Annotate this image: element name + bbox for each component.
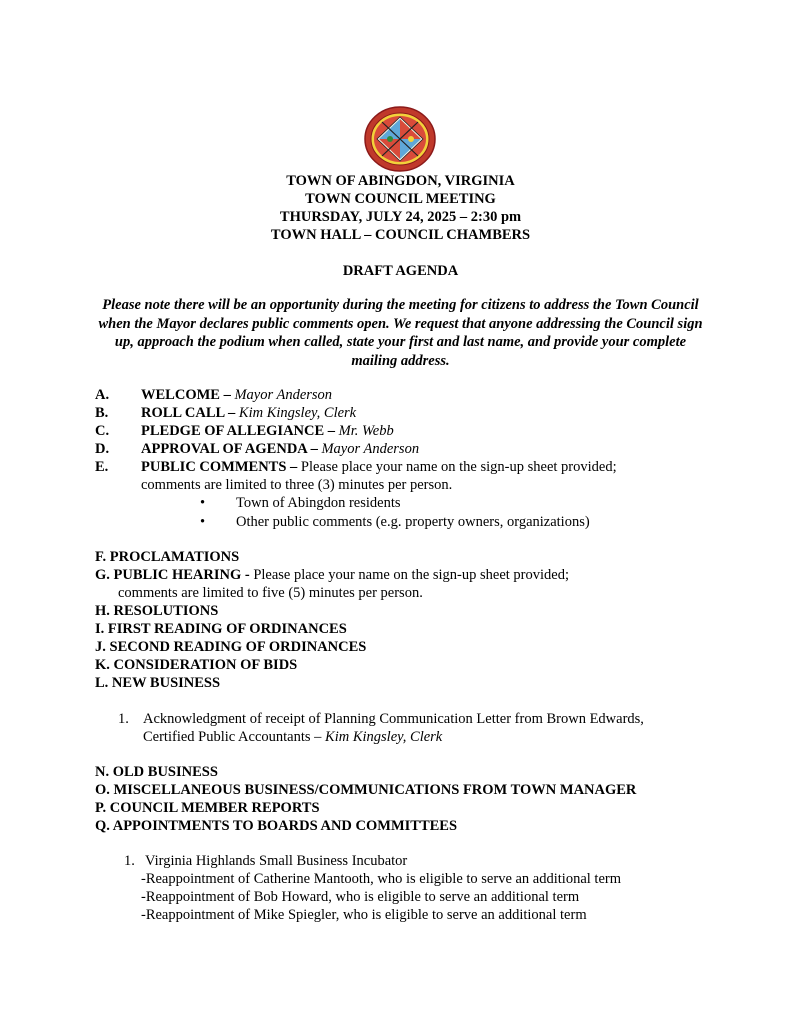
- appointment-item-number: 1.: [124, 853, 135, 869]
- reappointment-line: -Reappointment of Catherine Mantooth, who is eligible to serve an additional term: [141, 871, 621, 887]
- new-business-item-number: 1.: [118, 711, 129, 727]
- item-text: Please place your name on the sign-up sheet provided;: [300, 459, 617, 475]
- item-letter: E.: [95, 459, 109, 475]
- town-seal-logo: [357, 106, 443, 172]
- reappointment-line: -Reappointment of Bob Howard, who is eligible to serve an additional term: [141, 889, 580, 905]
- item-letter: A.: [95, 387, 110, 403]
- item-title: ROLL CALL –: [141, 405, 239, 421]
- section-text: Please place your name on the sign-up sheet provided;: [253, 567, 569, 583]
- item-body: [141, 458, 617, 476]
- public-comments-limit: comments are limited to three (3) minutes per person.: [141, 477, 453, 493]
- section-misc-business: O. MISCELLANEOUS BUSINESS/COMMUNICATIONS FROM TOWN MANAGER: [95, 782, 637, 798]
- section-public-hearing: [95, 566, 569, 584]
- item-letter: C.: [95, 423, 110, 439]
- new-business-item-text: Acknowledgment of receipt of Planning Communication Letter from Brown Edwards,: [143, 711, 644, 727]
- section-appointments: Q. APPOINTMENTS TO BOARDS AND COMMITTEES: [95, 818, 458, 834]
- public-hearing-limit: comments are limited to five (5) minutes per person.: [118, 585, 423, 601]
- bullet-text: Town of Abingdon residents: [236, 495, 401, 511]
- item-title: PUBLIC COMMENTS –: [141, 459, 301, 475]
- reappointment-line: -Reappointment of Mike Spiegler, who is eligible to serve an additional term: [141, 907, 587, 923]
- section-new-business: L. NEW BUSINESS: [95, 675, 221, 691]
- item-body: [141, 440, 419, 458]
- item-title: WELCOME –: [141, 387, 235, 403]
- item-presenter: Kim Kingsley, Clerk: [325, 729, 443, 745]
- section-resolutions: H. RESOLUTIONS: [95, 603, 219, 619]
- new-business-item-continued: [143, 728, 442, 746]
- item-presenter: Mayor Anderson: [321, 441, 420, 457]
- section-second-reading: J. SECOND READING OF ORDINANCES: [95, 639, 367, 655]
- appointment-board-name: Virginia Highlands Small Business Incubator: [145, 853, 408, 869]
- header-meeting-type: TOWN COUNCIL MEETING: [305, 191, 496, 207]
- item-title: APPROVAL OF AGENDA –: [141, 441, 322, 457]
- header-date-time: THURSDAY, JULY 24, 2025 – 2:30 pm: [279, 209, 522, 225]
- section-title: G. PUBLIC HEARING -: [95, 567, 254, 583]
- item-presenter: Mayor Anderson: [234, 387, 333, 403]
- header-location: TOWN HALL – COUNCIL CHAMBERS: [270, 227, 531, 243]
- bullet-dot-icon: •: [200, 495, 206, 511]
- bullet-text: Other public comments (e.g. property owners, organizations): [236, 514, 590, 530]
- item-text: Certified Public Accountants –: [143, 729, 326, 745]
- item-presenter: Kim Kingsley, Clerk: [238, 405, 357, 421]
- draft-agenda-title: DRAFT AGENDA: [342, 263, 459, 279]
- section-council-reports: P. COUNCIL MEMBER REPORTS: [95, 800, 320, 816]
- item-title: PLEDGE OF ALLEGIANCE –: [141, 423, 339, 439]
- header-town-name: TOWN OF ABINGDON, VIRGINIA: [286, 173, 515, 189]
- item-body: [141, 404, 356, 422]
- item-body: [141, 422, 394, 440]
- public-comment-notice: Please note there will be an opportunity during the meeting for citizens to address the Town Council when the Mayor declares public comments open. We request that anyone addressing the Council sign up, approach the podium when called, state your first and last name, and provide your complete mailing address.: [98, 297, 703, 369]
- item-body: [141, 386, 332, 404]
- item-letter: B.: [95, 405, 109, 421]
- section-proclamations: F. PROCLAMATIONS: [95, 549, 240, 565]
- section-old-business: N. OLD BUSINESS: [95, 764, 218, 780]
- section-bids: K. CONSIDERATION OF BIDS: [95, 657, 298, 673]
- bullet-dot-icon: •: [200, 514, 206, 530]
- section-first-reading: I. FIRST READING OF ORDINANCES: [95, 621, 347, 637]
- item-letter: D.: [95, 441, 110, 457]
- item-presenter: Mr. Webb: [338, 423, 394, 439]
